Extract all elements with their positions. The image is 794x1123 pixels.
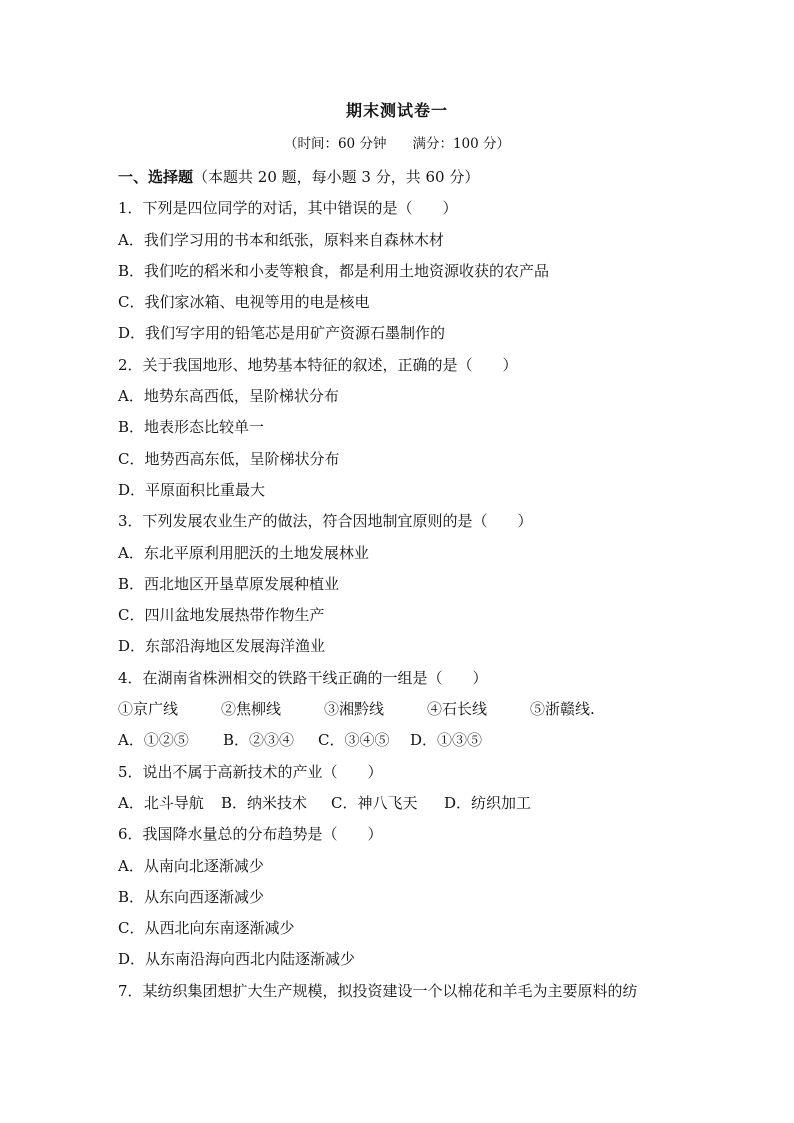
answer-option[interactable]: D．①③⑤ (410, 731, 483, 750)
time-limit: （时间：60 分钟 (283, 136, 387, 152)
railway-item: ⑤浙赣线. (530, 700, 595, 719)
answer-option[interactable]: C．从西北向东南逐渐减少 (118, 919, 295, 938)
answer-option[interactable]: C．我们家冰箱、电视等用的电是核电 (118, 293, 370, 312)
railway-list (118, 694, 718, 725)
question-stem: 7．某纺织集团想扩大生产规模，拟投资建设一个以棉花和羊毛为主要原料的纺 (118, 981, 638, 1000)
answer-option[interactable]: D．东部沿海地区发展海洋渔业 (118, 637, 326, 656)
question-stem: 2．关于我国地形、地势基本特征的叙述，正确的是（ ） (118, 355, 518, 374)
answer-option[interactable]: A．从南向北逐渐减少 (118, 856, 264, 875)
answer-option[interactable]: D．平原面积比重最大 (118, 480, 266, 499)
question-stem: 4．在湖南省株洲相交的铁路干线正确的一组是（ ） (118, 668, 488, 687)
total-score: 满分：100 分） (412, 136, 511, 152)
railway-item: ②焦柳线 (221, 700, 282, 719)
answer-option[interactable]: C．地势西高东低，呈阶梯状分布 (118, 449, 340, 468)
answer-option[interactable]: B．我们吃的稻米和小麦等粮食，都是利用土地资源收获的农产品 (118, 261, 550, 280)
railway-item: ④石长线 (427, 700, 488, 719)
exam-info (0, 132, 794, 152)
answer-option[interactable]: A．东北平原利用肥沃的土地发展林业 (118, 543, 369, 562)
section-title: 一、选择题 (118, 168, 194, 186)
answer-option[interactable]: C．神八飞天 (331, 793, 418, 812)
answer-option[interactable]: C．四川盆地发展热带作物生产 (118, 606, 325, 625)
section-note: （本题共 20 题，每小题 3 分，共 60 分） (193, 168, 480, 186)
answer-row (118, 788, 718, 819)
answer-option[interactable]: A．北斗导航 (118, 793, 204, 812)
answer-option[interactable]: B．从东向西逐渐减少 (118, 887, 265, 906)
answer-option[interactable]: A．地势东高西低，呈阶梯状分布 (118, 387, 339, 406)
question-list (118, 162, 718, 1007)
answer-option[interactable]: D．我们写字用的铅笔芯是用矿产资源石墨制作的 (118, 324, 446, 343)
answer-option[interactable]: B．地表形态比较单一 (118, 418, 265, 437)
answer-option[interactable]: B．西北地区开垦草原发展种植业 (118, 574, 340, 593)
answer-option[interactable]: D．从东南沿海向西北内陆逐渐减少 (118, 950, 356, 969)
answer-option[interactable]: B．②③④ (223, 731, 295, 750)
railway-item: ③湘黔线 (324, 700, 385, 719)
answer-option[interactable]: B．纳米技术 (221, 793, 308, 812)
answer-option[interactable]: D．纺织加工 (444, 793, 532, 812)
answer-row (118, 725, 718, 756)
railway-item: ①京广线 (118, 700, 179, 719)
question-stem: 6．我国降水量总的分布趋势是（ ） (118, 825, 383, 844)
answer-option[interactable]: A．①②⑤ (118, 731, 189, 750)
answer-option[interactable]: C．③④⑤ (318, 731, 390, 750)
question-stem: 5．说出不属于高新技术的产业（ ） (118, 762, 383, 781)
question-stem: 3．下列发展农业生产的做法，符合因地制宜原则的是（ ） (118, 512, 533, 531)
answer-option[interactable]: A．我们学习用的书本和纸张，原料来自森林木材 (118, 230, 444, 249)
question-stem: 1．下列是四位同学的对话，其中错误的是（ ） (118, 199, 458, 218)
section-heading (118, 162, 718, 193)
page-title: 期末测试卷一 (345, 101, 448, 120)
